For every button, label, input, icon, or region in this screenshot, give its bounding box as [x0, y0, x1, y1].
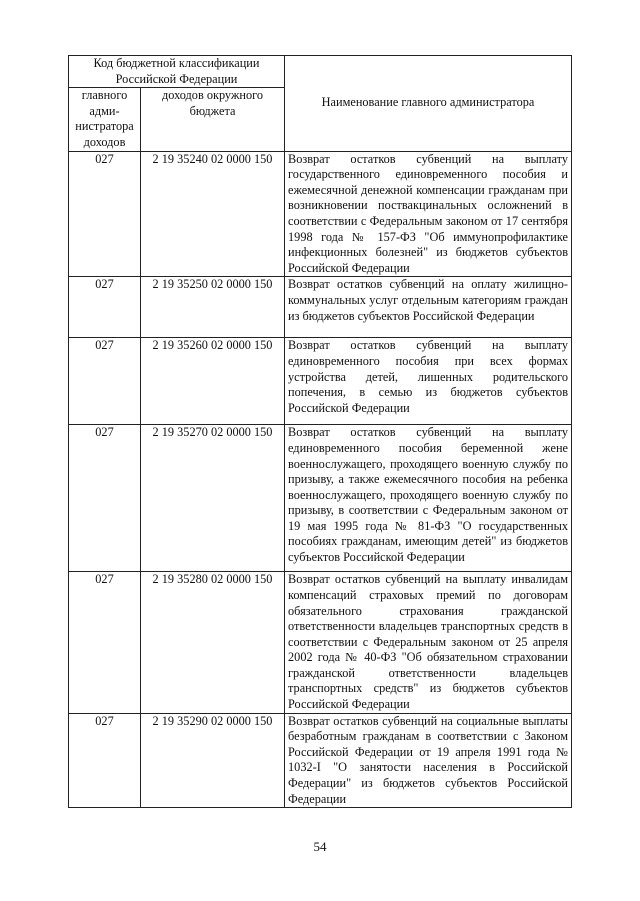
page-number: 54	[313, 839, 327, 854]
table-row	[69, 425, 572, 572]
admin-code-cell: 027	[69, 338, 141, 425]
table-row	[69, 572, 572, 713]
description-cell: Возврат остатков субвенций на оплату жилищно-коммунальных услуг отдельным категориям граждан из бюджетов субъектов Российской Федерации	[285, 277, 572, 338]
description-cell: Возврат остатков субвенций на выплату единовременного пособия беременной жене военнослужащего, проходящего военную службу по призыву, а также ежемесячного пособия на ребенка военнослужащего, проходящего военную службу по призыву, в соответствии с Федеральным законом от 19 мая 1995 года № 81-ФЗ "О государственных пособиях гражданам, имеющим детей" из бюджетов субъектов Российской Федерации	[285, 425, 572, 572]
admin-code-cell: 027	[69, 151, 141, 277]
table-row	[69, 338, 572, 425]
admin-code-cell: 027	[69, 572, 141, 713]
description-cell: Возврат остатков субвенций на социальные выплаты безработным гражданам в соответствии с Законом Российской Федерации от 19 апреля 1991 года № 1032-I "О занятости населения в Российской Федерации" из бюджетов субъектов Российской Федерации	[285, 713, 572, 808]
table-row	[69, 151, 572, 277]
header-row-1	[69, 56, 572, 88]
header-classification-code: Код бюджетной классификации Российской Федерации	[69, 56, 285, 88]
income-code-cell: 2 19 35250 02 0000 150	[141, 277, 285, 338]
description-cell: Возврат остатков субвенций на выплату инвалидам компенсаций страховых премий по договорам обязательного страхования гражданской ответственности владельцев транспортных средств в соответствии с Федеральным законом от 25 апреля 2002 года № 40-ФЗ "Об обязательном страховании гражданской ответственности владельцев транспортных средств" из бюджетов субъектов Российской Федерации	[285, 572, 572, 713]
admin-code-cell: 027	[69, 713, 141, 808]
description-cell: Возврат остатков субвенций на выплату государственного единовременного пособия и ежемесячной денежной компенсации гражданам при возникновении поствакцинальных осложнений в соответствии с Федеральным законом от 17 сентября 1998 года № 157-ФЗ "Об иммунопрофилактике инфекционных болезней" из бюджетов субъектов Российской Федерации	[285, 151, 572, 277]
admin-code-cell: 027	[69, 277, 141, 338]
income-code-cell: 2 19 35290 02 0000 150	[141, 713, 285, 808]
table-row	[69, 713, 572, 808]
income-code-cell: 2 19 35240 02 0000 150	[141, 151, 285, 277]
income-code-cell: 2 19 35270 02 0000 150	[141, 425, 285, 572]
table-row	[69, 277, 572, 338]
admin-code-cell: 027	[69, 425, 141, 572]
header-admin-name: Наименование главного администратора	[285, 56, 572, 152]
budget-classification-table	[68, 55, 572, 808]
description-cell: Возврат остатков субвенций на выплату единовременного пособия при всех формах устройства детей, лишенных родительского попечения, в семью из бюджетов субъектов Российской Федерации	[285, 338, 572, 425]
income-code-cell: 2 19 35280 02 0000 150	[141, 572, 285, 713]
header-main-admin: главного адми-нистратора доходов	[69, 88, 141, 151]
income-code-cell: 2 19 35260 02 0000 150	[141, 338, 285, 425]
header-district-budget: доходов окружного бюджета	[141, 88, 285, 151]
